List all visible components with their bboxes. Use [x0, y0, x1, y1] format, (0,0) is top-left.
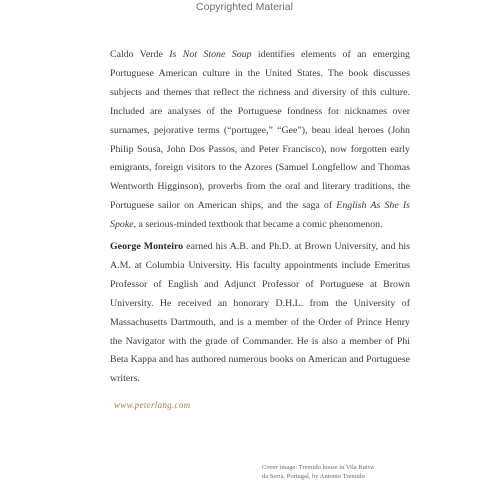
description-text-end: , a serious-minded textbook that became a comic phenomenon. — [133, 219, 383, 231]
author-name: George Monteiro — [110, 241, 184, 252]
book-description — [110, 46, 410, 235]
textbook-title: English As She Is Spoke — [110, 200, 411, 231]
description-text-start: Caldo Verde — [110, 49, 170, 60]
copyright-watermark: Copyrighted Material — [196, 1, 293, 13]
book-title: Is Not Stone Soup — [169, 49, 252, 60]
author-bio — [110, 238, 410, 389]
publisher-url[interactable]: www.peterlang.com — [114, 400, 191, 410]
cover-image-credit: Cover image: Tremido house in Vila Ruiva da Serra, Portugal, by Antonio Tremido — [262, 464, 374, 480]
author-bio-text: earned his A.B. and Ph.D. at Brown University, and his A.M. at Columbia University. His faculty appointments include Emeritus Professor of English and Adjunct Professor of Portuguese at Brown University. He received an honorary D.H.L. from the University of Massachusetts Dartmouth, and is a member of the Order of Prince Henry the Navigator with the grade of Commander. He is also a member of Phi Beta Kappa and has authored numerous books on American and Portuguese writers. — [110, 241, 410, 385]
description-text-middle: identifies elements of an emerging Portuguese American culture in the United States. The book discusses subjects and themes that reflect the richness and diversity of this culture. Included are analyses of the Portuguese fondness for nicknames over surnames, pejorative terms (“portugee,” “Gee”), beau ideal heroes (John Philip Sousa, John Dos Passos, and Peter Francisco), now forgotten early emigrants, foreign visitors to the Azores (Samuel Longfellow and Thomas Wentworth Higginson), proverbs from the oral and literary traditions, the Portuguese sailor on American ships, and the saga of — [110, 49, 410, 212]
